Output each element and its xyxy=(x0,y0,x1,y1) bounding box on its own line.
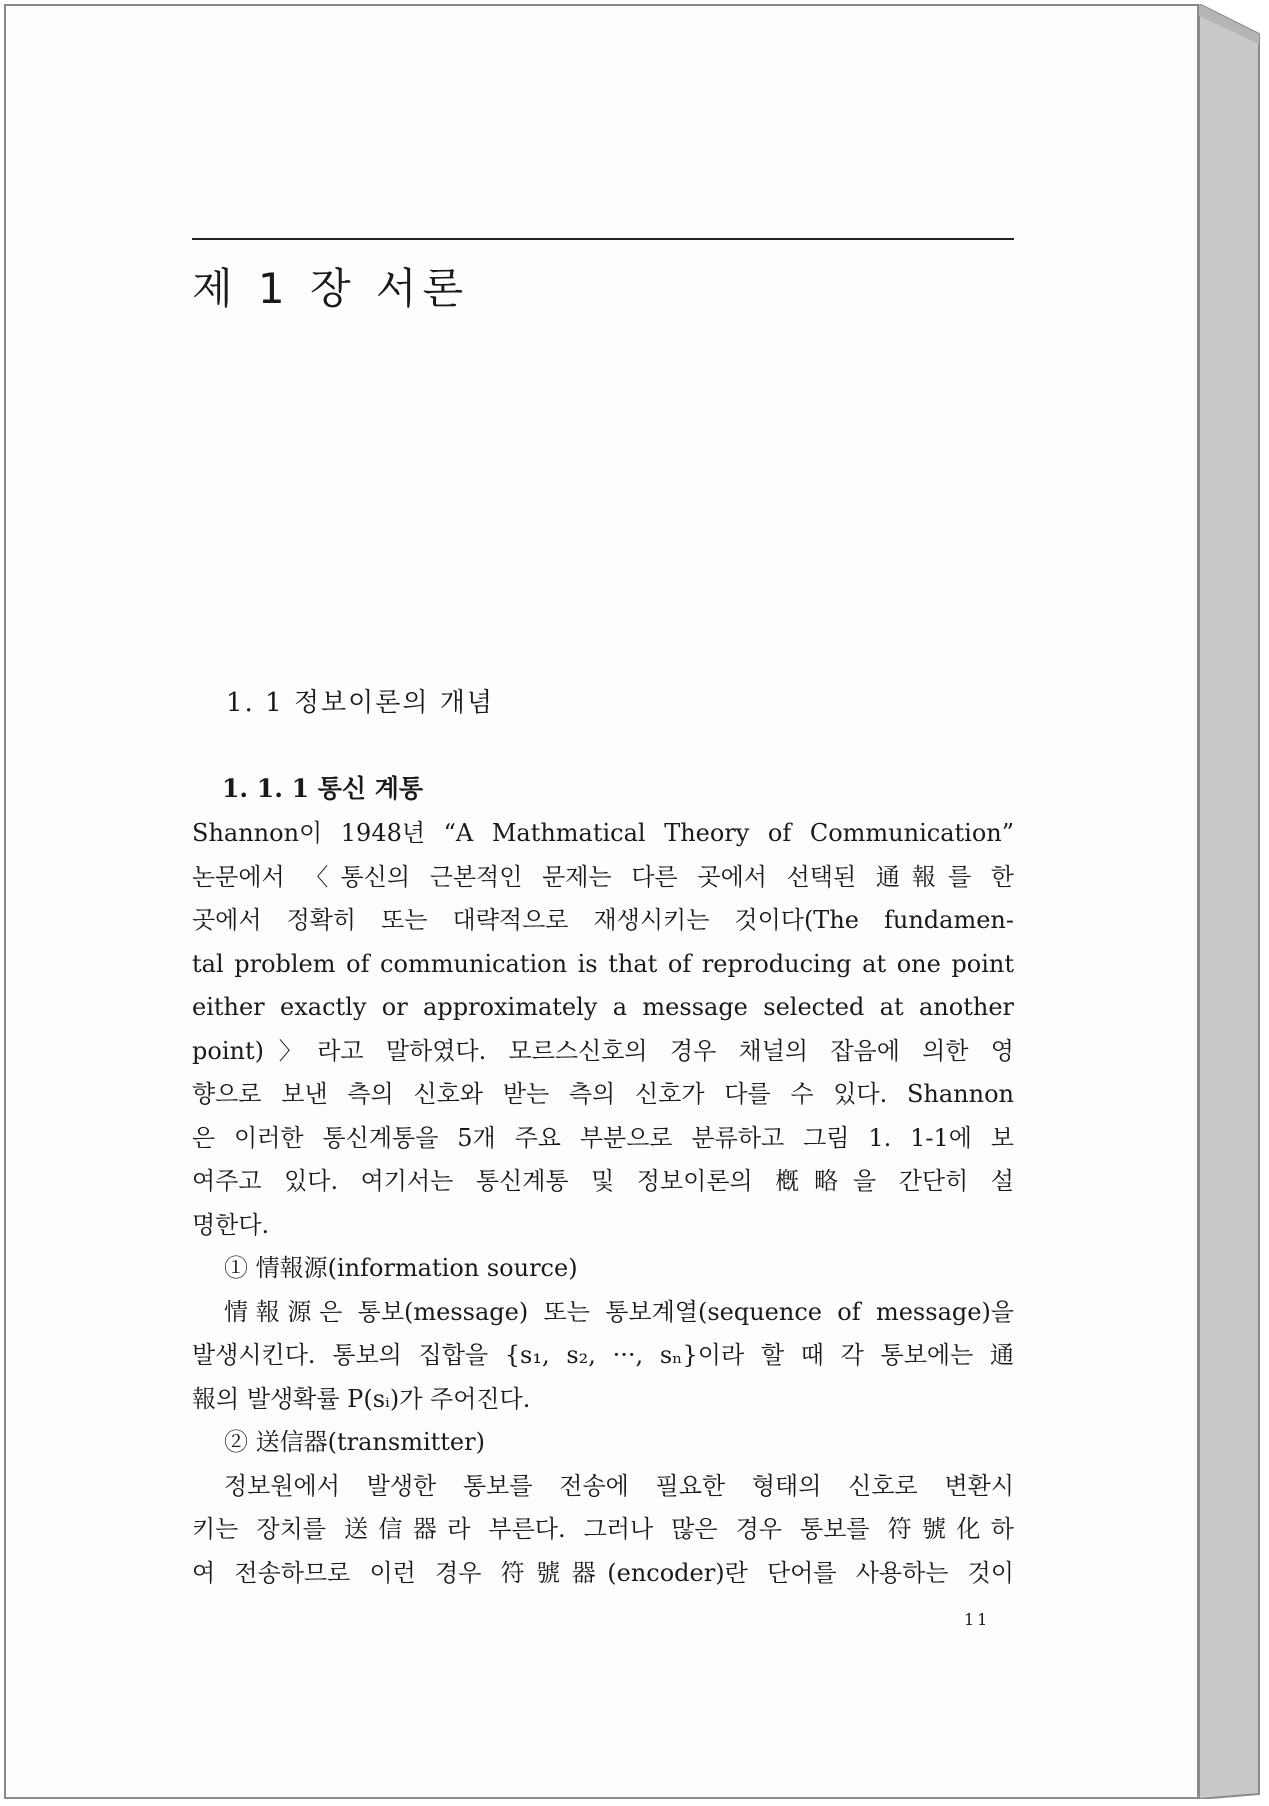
body-line: 향으로 보낸 측의 신호와 받는 측의 신호가 다를 수 있다. Shannon xyxy=(192,1080,1014,1108)
page-content xyxy=(6,6,1201,1801)
chapter-rule xyxy=(192,238,1014,240)
body-line: 발생시킨다. 통보의 집합을 {s₁, s₂, ···, sₙ}이라 할 때 각 통보에는 通 xyxy=(192,1341,1014,1369)
body-line: 정보원에서 발생한 통보를 전송에 필요한 형태의 신호로 변환시 xyxy=(224,1471,1014,1500)
body-line: tal problem of communication is that of reproducing at one point xyxy=(192,949,1014,978)
page-number: 11 xyxy=(964,1610,991,1629)
body-line: 명한다. xyxy=(192,1210,270,1239)
body-line: 논문에서 〈통신의 근본적인 문제는 다른 곳에서 선택된 通報를 한 xyxy=(192,862,1014,891)
book-edge-shading xyxy=(1199,4,1265,1799)
body-line: 은 이러한 통신계통을 5개 주요 부분으로 분류하고 그림 1. 1-1에 보 xyxy=(192,1123,1014,1152)
body-line: 여 전송하므로 이런 경우 符號器(encoder)란 단어를 사용하는 것이 xyxy=(192,1558,1014,1587)
body-line: 情報源은 통보(message) 또는 통보계열(sequence of message)을 xyxy=(224,1297,1014,1326)
body-line: Shannon이 1948년 “A Mathmatical Theory of Communication” xyxy=(192,819,1014,847)
body-line: 키는 장치를 送信器라 부른다. 그러나 많은 경우 통보를 符號化하 xyxy=(192,1515,1014,1543)
section-title: 1. 1 정보이론의 개념 xyxy=(226,688,494,718)
body-text xyxy=(192,812,1014,1595)
subsection-title: 1. 1. 1 통신 계통 xyxy=(222,774,424,803)
body-line: either exactly or approximately a message selected at another xyxy=(192,993,1014,1021)
body-line: 여주고 있다. 여기서는 통신계통 및 정보이론의 槪略을 간단히 설 xyxy=(192,1167,1014,1195)
chapter-title: 제 1 장 서론 xyxy=(192,264,470,313)
body-line: 報의 발생확률 P(sᵢ)가 주어진다. xyxy=(192,1384,531,1413)
list-heading-transmitter: ② 送信器(transmitter) xyxy=(224,1428,485,1456)
list-heading-information-source: ① 情報源(information source) xyxy=(224,1254,578,1282)
body-line: 곳에서 정확히 또는 대략적으로 재생시키는 것이다(The fundamen- xyxy=(192,906,1014,934)
book-page xyxy=(4,4,1199,1799)
body-line: point)〉라고 말하였다. 모르스신호의 경우 채널의 잡음에 의한 영 xyxy=(192,1036,1014,1065)
